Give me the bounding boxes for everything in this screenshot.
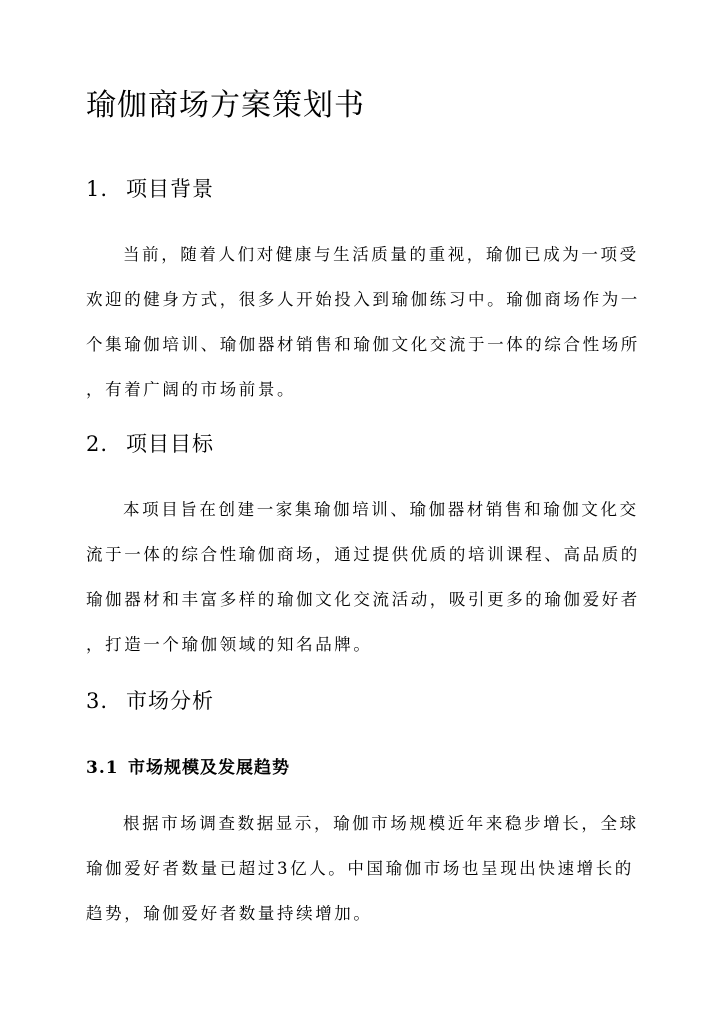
paragraph-line: 瑜伽爱好者数量已超过3亿人。中国瑜伽市场也呈现出快速增长的 — [86, 859, 634, 878]
section-title: 市场分析 — [126, 689, 214, 713]
subsection-heading-3-1 — [86, 755, 290, 781]
section-paragraph-2 — [86, 487, 640, 667]
paragraph-line: 本项目旨在创建一家集瑜伽培训、瑜伽器材销售和瑜伽文化交 — [123, 500, 639, 519]
section-number: 3. — [86, 689, 109, 713]
paragraph-line: 根据市场调查数据显示，瑜伽市场规模近年来稳步增长，全球 — [123, 814, 639, 833]
paragraph-line: ，有着广阔的市场前景。 — [86, 380, 297, 399]
paragraph-line: 瑜伽器材和丰富多样的瑜伽文化交流活动，吸引更多的瑜伽爱好者 — [86, 590, 640, 609]
section-title: 项目背景 — [126, 177, 214, 201]
subsection-paragraph-3-1 — [86, 801, 639, 936]
paragraph-line: 趋势，瑜伽爱好者数量持续增加。 — [86, 904, 373, 923]
section-paragraph-1 — [86, 232, 640, 412]
document-title: 瑜伽商场方案策划书 — [86, 88, 365, 123]
paragraph-line: 欢迎的健身方式，很多人开始投入到瑜伽练习中。瑜伽商场作为一 — [86, 290, 640, 309]
section-heading-2 — [86, 429, 214, 459]
section-heading-3 — [86, 686, 214, 716]
paragraph-line: 个集瑜伽培训、瑜伽器材销售和瑜伽文化交流于一体的综合性场所 — [86, 335, 640, 354]
section-number: 1. — [86, 177, 109, 201]
paragraph-line: 当前，随着人们对健康与生活质量的重视，瑜伽已成为一项受 — [123, 245, 639, 264]
section-title: 项目目标 — [126, 432, 214, 456]
section-number: 2. — [86, 432, 109, 456]
paragraph-line: ，打造一个瑜伽领域的知名品牌。 — [86, 635, 373, 654]
subsection-title: 市场规模及发展趋势 — [128, 758, 290, 778]
section-heading-1 — [86, 174, 214, 204]
paragraph-line: 流于一体的综合性瑜伽商场，通过提供优质的培训课程、高品质的 — [86, 545, 640, 564]
subsection-number: 3.1 — [86, 758, 119, 778]
